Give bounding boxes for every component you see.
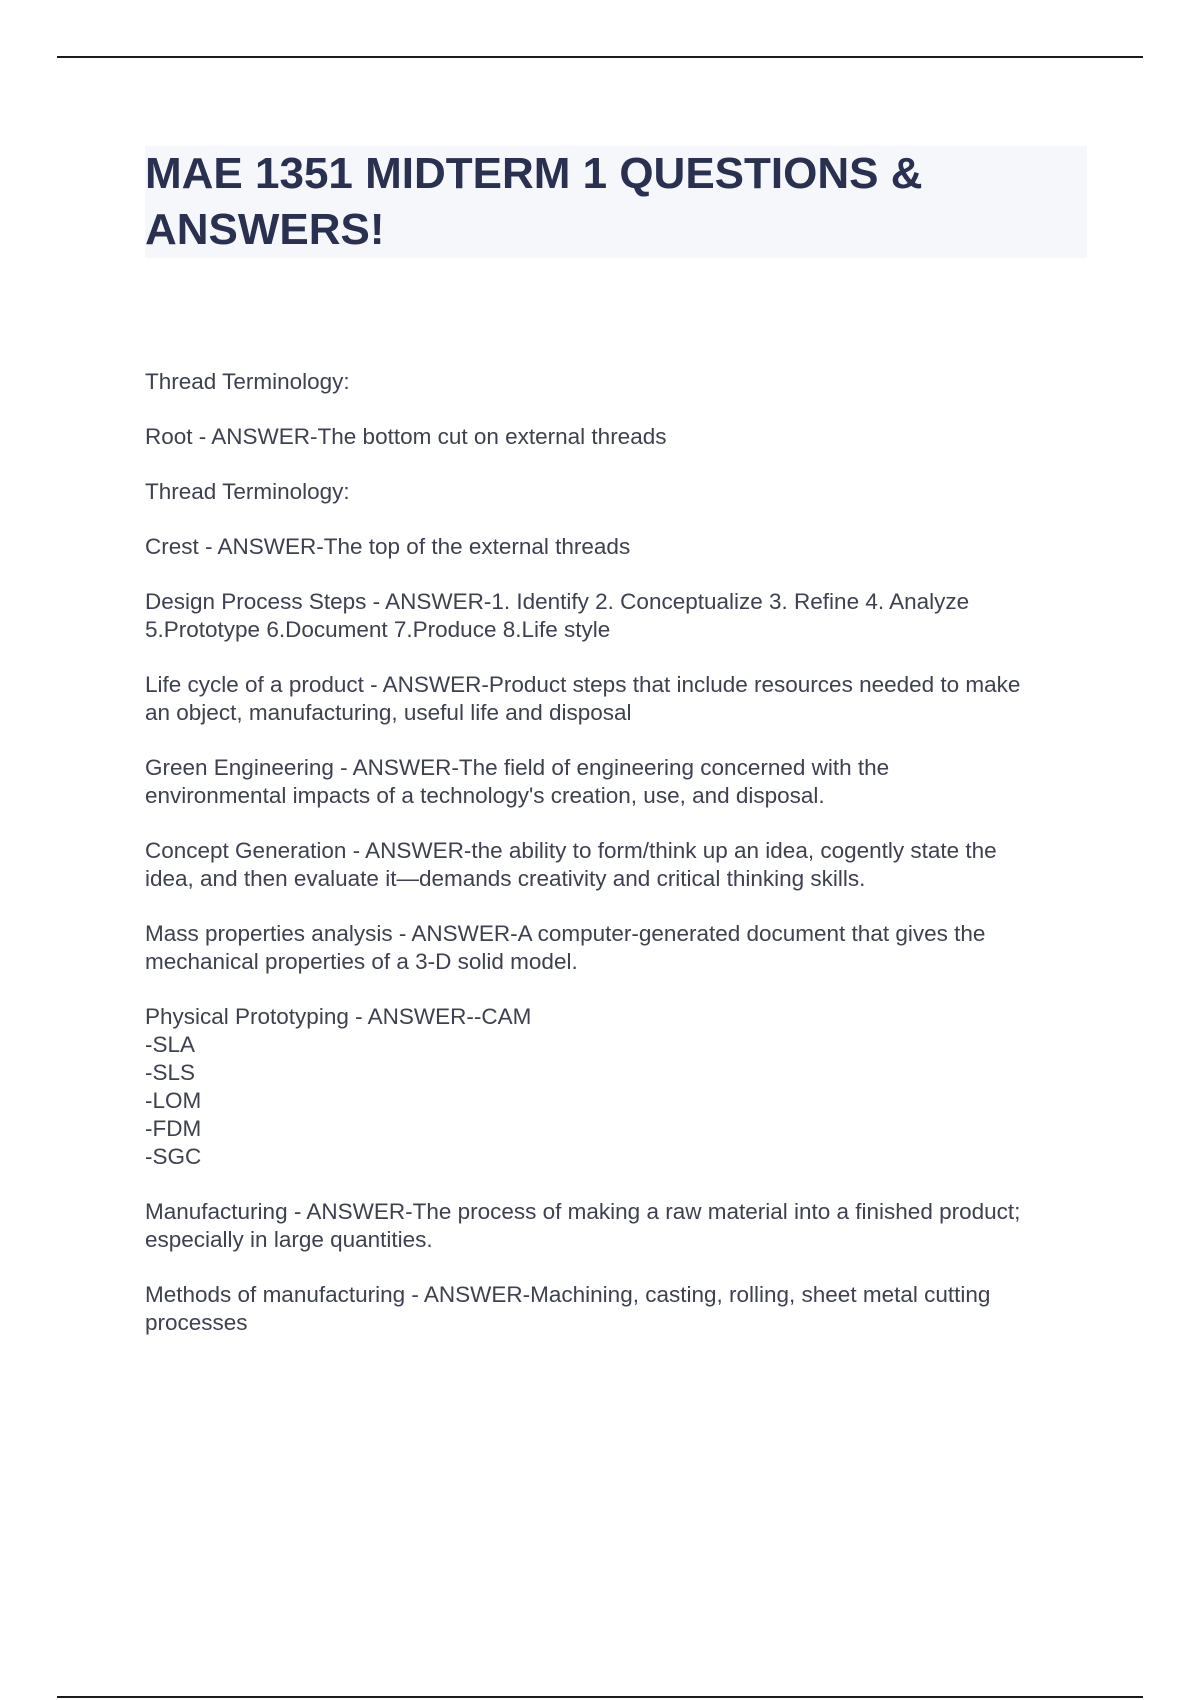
entry-line: Root - ANSWER-The bottom cut on external threads <box>145 424 667 449</box>
entry-line: especially in large quantities. <box>145 1227 433 1252</box>
entry-line: 5.Prototype 6.Document 7.Produce 8.Life style <box>145 617 611 642</box>
qa-entry <box>145 1281 1087 1337</box>
footer-rule <box>57 1696 1143 1698</box>
entry-line: mechanical properties of a 3-D solid model. <box>145 949 578 974</box>
entry-line: -SLS <box>145 1060 196 1085</box>
qa-entry <box>145 1003 1087 1171</box>
qa-entry <box>145 1198 1087 1254</box>
entry-line: Green Engineering - ANSWER-The field of engineering concerned with the <box>145 755 890 780</box>
entry-line: environmental impacts of a technology's creation, use, and disposal. <box>145 783 825 808</box>
title-block <box>145 146 1087 258</box>
entry-line: Thread Terminology: <box>145 369 350 394</box>
qa-entry <box>145 920 1087 976</box>
entry-line: -LOM <box>145 1088 202 1113</box>
entry-line: Methods of manufacturing - ANSWER-Machining, casting, rolling, sheet metal cutting <box>145 1282 991 1307</box>
qa-entry <box>145 754 1087 810</box>
entry-line: Design Process Steps - ANSWER-1. Identify 2. Conceptualize 3. Refine 4. Analyze <box>145 589 970 614</box>
entry-line: Thread Terminology: <box>145 479 350 504</box>
entry-line: an object, manufacturing, useful life and disposal <box>145 700 632 725</box>
header-rule <box>57 56 1143 58</box>
entry-line: Physical Prototyping - ANSWER--CAM <box>145 1004 532 1029</box>
qa-list <box>145 368 1087 1364</box>
entry-line: -SLA <box>145 1032 196 1057</box>
qa-entry <box>145 423 1087 451</box>
entry-line: -FDM <box>145 1116 202 1141</box>
entry-line: Crest - ANSWER-The top of the external threads <box>145 534 631 559</box>
qa-entry <box>145 368 1087 396</box>
entry-line: Concept Generation - ANSWER-the ability to form/think up an idea, cogently state the <box>145 838 997 863</box>
entry-line: Life cycle of a product - ANSWER-Product steps that include resources needed to make <box>145 672 1021 697</box>
qa-entry <box>145 533 1087 561</box>
entry-line: idea, and then evaluate it—demands creativity and critical thinking skills. <box>145 866 866 891</box>
entry-line: Manufacturing - ANSWER-The process of making a raw material into a finished product; <box>145 1199 1021 1224</box>
qa-entry <box>145 588 1087 644</box>
qa-entry <box>145 478 1087 506</box>
entry-line: processes <box>145 1310 248 1335</box>
entry-line: Mass properties analysis - ANSWER-A computer-generated document that gives the <box>145 921 986 946</box>
qa-entry <box>145 671 1087 727</box>
qa-entry <box>145 837 1087 893</box>
document-title: MAE 1351 MIDTERM 1 QUESTIONS & ANSWERS! <box>145 149 923 254</box>
entry-line: -SGC <box>145 1144 202 1169</box>
